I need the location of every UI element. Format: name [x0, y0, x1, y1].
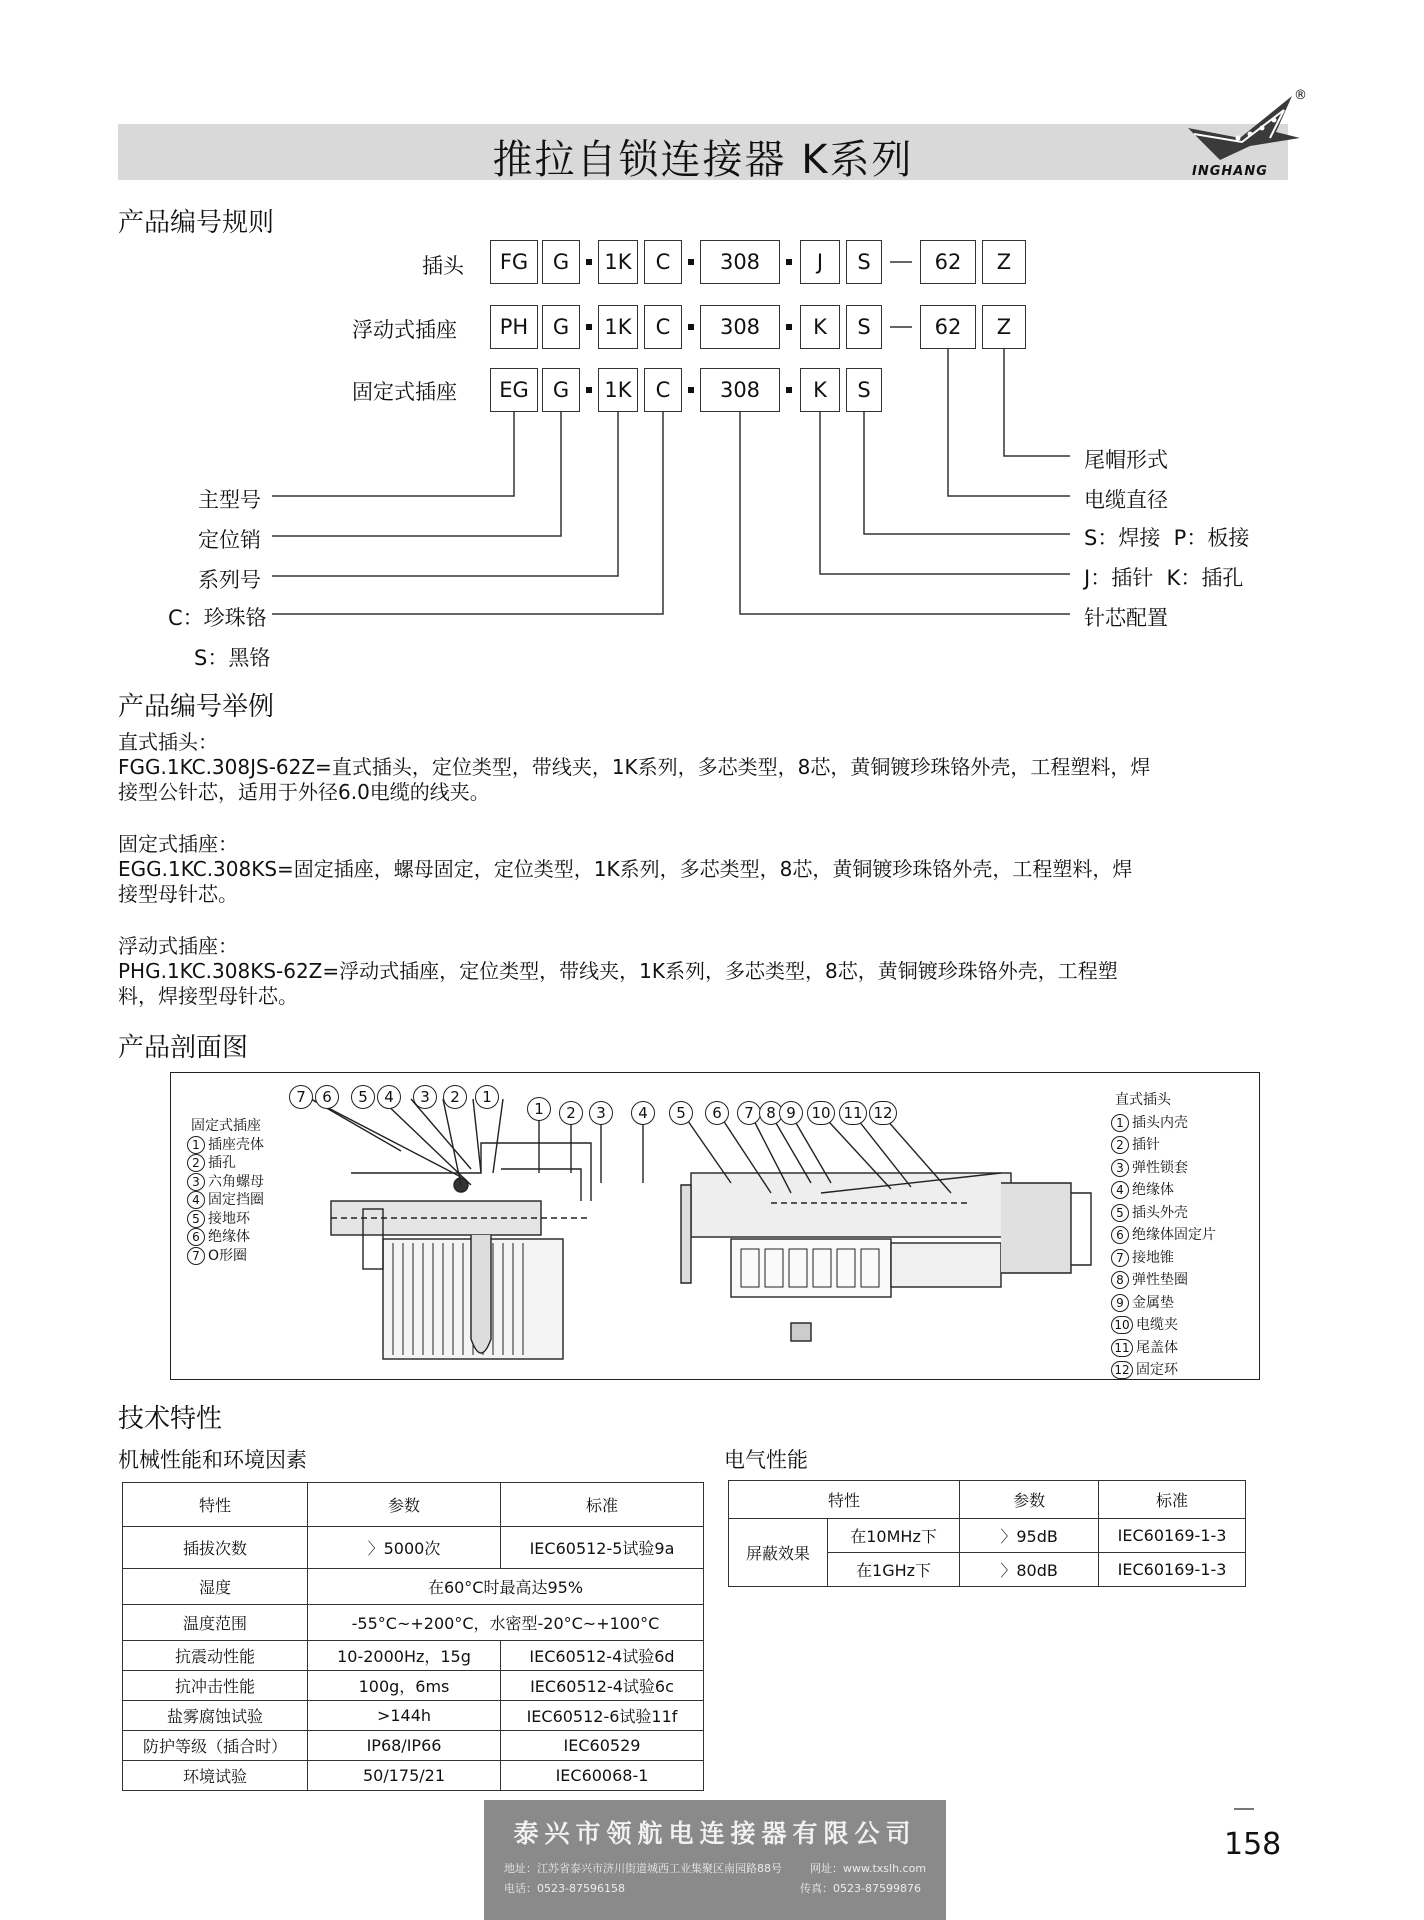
table-header: 参数 — [308, 1483, 501, 1527]
example-heading: 直式插头： — [118, 730, 218, 754]
callout-6: 6 — [705, 1101, 729, 1125]
code-box: 1K — [598, 368, 638, 412]
code-box: 308 — [700, 240, 780, 284]
table-cell: IEC60068-1 — [501, 1761, 704, 1791]
table-cell: IEC60529 — [501, 1731, 704, 1761]
code-box: 62 — [920, 240, 976, 284]
callout-8: 8 — [759, 1101, 783, 1125]
label-pearl-chrome: C：珍珠铬 — [168, 606, 267, 630]
code-box: Z — [982, 240, 1026, 284]
example-line: PHG.1KC.308KS-62Z=浮动式插座，定位类型，带线夹，1K系列，多芯类型，8芯，黄铜镀珍珠铬外壳，工程塑 — [118, 959, 1118, 983]
legend-item: 插头外壳 — [1132, 1204, 1188, 1221]
section-numbering-title: 产品编号规则 — [118, 208, 275, 238]
row-label-floating-socket: 浮动式插座 — [352, 318, 457, 342]
label-contact-config: 针芯配置 — [1084, 606, 1168, 630]
table-cell: 屏蔽效果 — [729, 1519, 828, 1587]
table-cell: IEC60169-1-3 — [1099, 1553, 1246, 1587]
table-cell: 在10MHz下 — [828, 1519, 960, 1553]
label-cable-diameter: 电缆直径 — [1084, 488, 1168, 512]
section-cross-section-title: 产品剖面图 — [118, 1033, 249, 1063]
code-box: 1K — [598, 305, 638, 349]
section-tech-title: 技术特性 — [118, 1404, 223, 1434]
legend-item: 绝缘体固定片 — [1132, 1227, 1216, 1243]
callout-3: 3 — [589, 1101, 613, 1125]
callout-1: 1 — [527, 1097, 551, 1121]
code-box: S — [846, 368, 882, 412]
code-box: J — [800, 240, 840, 284]
callout-2: 2 — [443, 1085, 467, 1109]
fixed-socket-legend: 固定式插座 1 插座壳体 2 插孔 3 六角螺母 4 固定挡圈 5 接地环 6 绝缘体 7 O形圈 — [187, 1117, 264, 1265]
cross-section-figure — [170, 1072, 1260, 1380]
row-label-fixed-socket: 固定式插座 — [352, 380, 457, 404]
code-box: C — [644, 305, 682, 349]
table-header: 标准 — [501, 1483, 704, 1527]
table-cell: 〉80dB — [960, 1553, 1099, 1587]
legend-item: 绝缘体 — [1132, 1182, 1174, 1198]
table-header: 特性 — [123, 1483, 308, 1527]
code-box: Z — [982, 305, 1026, 349]
straight-plug-legend: 直式插头 1 插头内壳 2 插针 3 弹性锁套 4 绝缘体 5 插头外壳 6 绝缘体固定片 7 接地锥 8 弹性垫圈 9 金属垫 10 电缆夹 11 尾盖体 12 固定环 — [1111, 1089, 1216, 1382]
table-cell: IEC60512-5试验9a — [501, 1527, 704, 1569]
electrical-table — [728, 1480, 1246, 1587]
example-fixed-socket — [118, 832, 1308, 907]
table-row — [123, 1569, 704, 1605]
table-header: 特性 — [729, 1481, 960, 1519]
code-box: K — [800, 305, 840, 349]
table-cell: IP68/IP66 — [308, 1731, 501, 1761]
table-cell: 50/175/21 — [308, 1761, 501, 1791]
table-cell: IEC60169-1-3 — [1099, 1519, 1246, 1553]
page-mark — [1234, 1808, 1254, 1810]
callout-5: 5 — [351, 1085, 375, 1109]
label-main-model: 主型号 — [198, 488, 261, 512]
table-row — [123, 1527, 704, 1569]
table-cell: 插拔次数 — [123, 1527, 308, 1569]
row-label-plug: 插头 — [422, 254, 464, 278]
callout-11: 11 — [839, 1101, 867, 1125]
table-cell: 抗冲击性能 — [123, 1671, 308, 1701]
page-title: 推拉自锁连接器 K系列 — [492, 137, 914, 183]
elec-table-title: 电气性能 — [724, 1448, 808, 1472]
callout-6: 6 — [315, 1085, 339, 1109]
logo-text: INGHANG — [1192, 164, 1268, 179]
footer-website: 网址：www.txslh.com — [810, 1862, 927, 1875]
legend-item: 弹性垫圈 — [1132, 1272, 1188, 1288]
code-box: 62 — [920, 305, 976, 349]
page-number: 158 — [1224, 1827, 1282, 1862]
legend-title: 固定式插座 — [191, 1118, 261, 1134]
callout-7: 7 — [737, 1101, 761, 1125]
table-header: 参数 — [960, 1481, 1099, 1519]
label-locating-pin: 定位销 — [198, 528, 261, 552]
code-box: G — [542, 305, 580, 349]
code-box: PH — [490, 305, 538, 349]
code-box: C — [644, 240, 682, 284]
callout-7: 7 — [289, 1085, 313, 1109]
code-box: G — [542, 240, 580, 284]
code-box: G — [542, 368, 580, 412]
legend-item: 接地锥 — [1132, 1249, 1174, 1266]
code-box: K — [800, 368, 840, 412]
table-row — [123, 1701, 704, 1731]
table-cell: IEC60512-4试验6d — [501, 1641, 704, 1671]
table-cell: 〉5000次 — [308, 1527, 501, 1569]
example-line: 料，焊接型母针芯。 — [118, 984, 298, 1008]
code-box: 1K — [598, 240, 638, 284]
label-black-chrome: S：黑铬 — [194, 646, 271, 670]
table-cell: 抗震动性能 — [123, 1641, 308, 1671]
label-contact-type: J：插针 K：插孔 — [1084, 566, 1244, 590]
legend-item: 插孔 — [208, 1155, 236, 1171]
table-row — [123, 1761, 704, 1791]
code-box: 308 — [700, 368, 780, 412]
table-header: 标准 — [1099, 1481, 1246, 1519]
legend-item: 插针 — [1132, 1137, 1160, 1153]
table-cell: 环境试验 — [123, 1761, 308, 1791]
code-box: S — [846, 240, 882, 284]
callout-1: 1 — [475, 1085, 499, 1109]
legend-item: 插头内壳 — [1132, 1114, 1188, 1131]
example-heading: 固定式插座： — [118, 832, 238, 856]
legend-item: 六角螺母 — [208, 1173, 264, 1190]
label-termination: S：焊接 P：板接 — [1084, 526, 1250, 550]
table-row — [123, 1605, 704, 1641]
table-cell: -55°C~+200°C，水密型-20°C~+100°C — [308, 1605, 704, 1641]
legend-item: 金属垫 — [1132, 1294, 1174, 1311]
table-cell: 10-2000Hz，15g — [308, 1641, 501, 1671]
callout-4: 4 — [631, 1101, 655, 1125]
legend-item: 电缆夹 — [1136, 1317, 1178, 1333]
example-line: FGG.1KC.308JS-62Z=直式插头，定位类型，带线夹，1K系列，多芯类型，8芯，黄铜镀珍珠铬外壳，工程塑料，焊 — [118, 755, 1151, 779]
table-row — [729, 1519, 1246, 1553]
label-tail-cap: 尾帽形式 — [1084, 448, 1168, 472]
legend-item: 插座壳体 — [208, 1136, 264, 1153]
footer-address: 地址：江苏省泰兴市济川街道城西工业集聚区南园路88号 — [504, 1862, 782, 1875]
registered-mark: ® — [1294, 88, 1307, 103]
table-row — [123, 1731, 704, 1761]
table-cell: 在60°C时最高达95% — [308, 1569, 704, 1605]
label-series: 系列号 — [198, 568, 261, 592]
example-floating-socket — [118, 934, 1308, 1009]
code-box: FG — [490, 240, 538, 284]
table-cell: 防护等级（插合时） — [123, 1731, 308, 1761]
callout-5: 5 — [669, 1101, 693, 1125]
code-box: 308 — [700, 305, 780, 349]
legend-item: O形圈 — [208, 1247, 248, 1264]
callout-12: 12 — [869, 1101, 897, 1125]
footer-phone: 电话：0523-87596158 — [504, 1882, 625, 1895]
code-box: EG — [490, 368, 538, 412]
table-cell: 〉95dB — [960, 1519, 1099, 1553]
table-cell: 盐雾腐蚀试验 — [123, 1701, 308, 1731]
mech-table-title: 机械性能和环境因素 — [118, 1448, 307, 1472]
callout-3: 3 — [413, 1085, 437, 1109]
table-cell: 在1GHz下 — [828, 1553, 960, 1587]
section-examples-title: 产品编号举例 — [118, 692, 275, 722]
company-name: 泰兴市领航电连接器有限公司 — [513, 1819, 917, 1848]
example-heading: 浮动式插座： — [118, 934, 238, 958]
table-cell: IEC60512-6试验11f — [501, 1701, 704, 1731]
legend-title: 直式插头 — [1115, 1092, 1171, 1108]
callout-10: 10 — [807, 1101, 835, 1125]
legend-item: 绝缘体 — [208, 1229, 250, 1245]
legend-item: 弹性锁套 — [1132, 1159, 1188, 1176]
callout-4: 4 — [377, 1085, 401, 1109]
code-box: S — [846, 305, 882, 349]
table-cell: IEC60512-4试验6c — [501, 1671, 704, 1701]
table-cell: 100g，6ms — [308, 1671, 501, 1701]
legend-item: 尾盖体 — [1136, 1339, 1178, 1356]
callout-9: 9 — [779, 1101, 803, 1125]
table-cell: 温度范围 — [123, 1605, 308, 1641]
code-box: C — [644, 368, 682, 412]
table-row — [123, 1671, 704, 1701]
example-line: 接型公针芯，适用于外径6.0电缆的线夹。 — [118, 780, 490, 804]
footer-bar — [484, 1800, 946, 1920]
legend-item: 接地环 — [208, 1210, 250, 1227]
callout-2: 2 — [559, 1101, 583, 1125]
legend-item: 固定环 — [1136, 1362, 1178, 1378]
table-cell: >144h — [308, 1701, 501, 1731]
table-row — [123, 1641, 704, 1671]
example-straight-plug — [118, 730, 1308, 805]
mechanical-table — [122, 1482, 704, 1791]
legend-item: 固定挡圈 — [208, 1192, 264, 1208]
example-line: EGG.1KC.308KS=固定插座，螺母固定，定位类型，1K系列，多芯类型，8芯，黄铜镀珍珠铬外壳，工程塑料，焊 — [118, 857, 1133, 881]
example-line: 接型母针芯。 — [118, 882, 238, 906]
table-cell: 湿度 — [123, 1569, 308, 1605]
footer-fax: 传真：0523-87599876 — [800, 1882, 921, 1895]
numbering-leader-lines — [0, 0, 1424, 700]
